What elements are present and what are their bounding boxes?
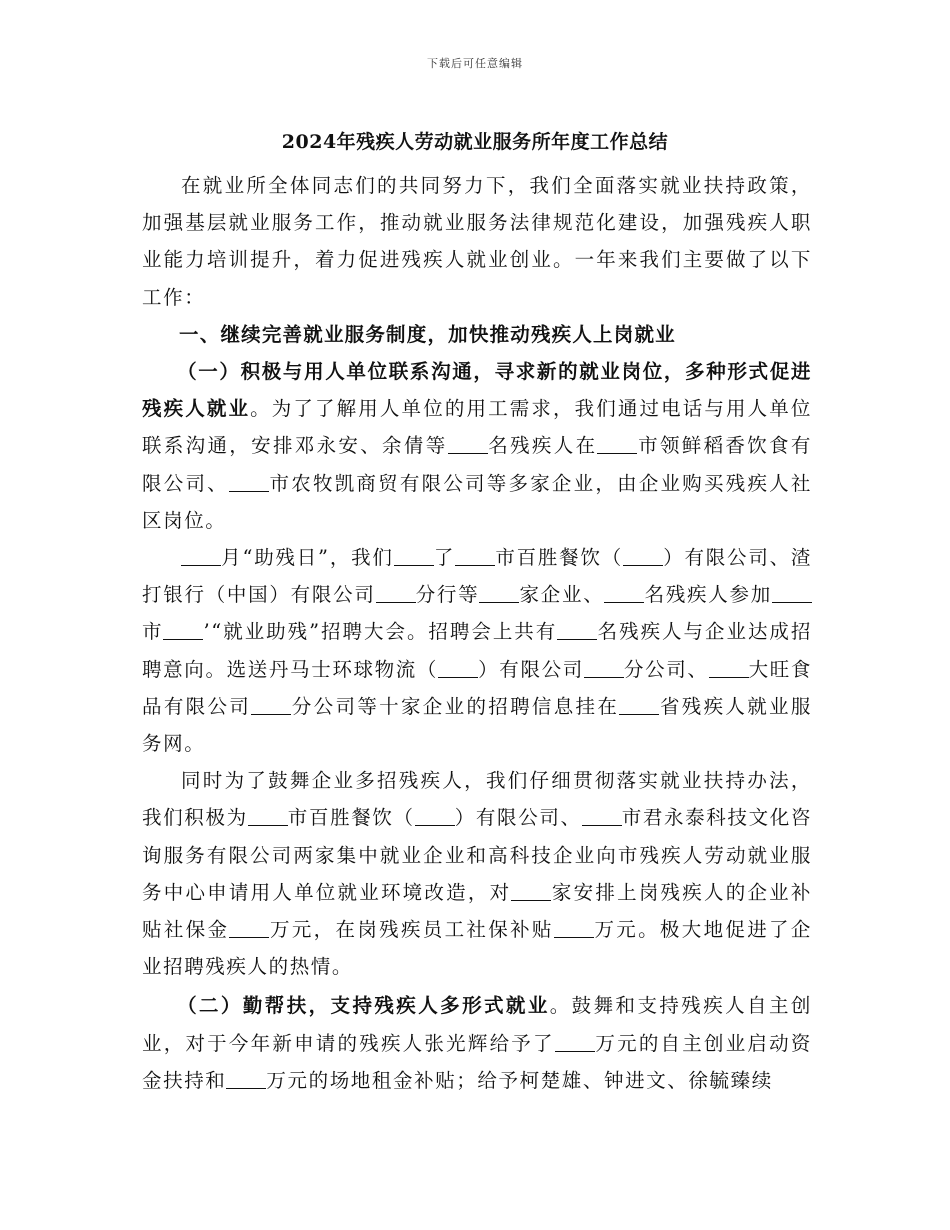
blank-field bbox=[248, 806, 288, 827]
text-run: 月“助残日”，我们 bbox=[221, 546, 394, 570]
blank-field bbox=[181, 546, 221, 567]
text-run: 名残疾人与企业达成招聘意向。选送丹马士环球物流（ bbox=[142, 620, 812, 681]
blank-field bbox=[557, 620, 597, 641]
blank-field bbox=[394, 546, 434, 567]
text-run: 万元。极大地促进了企业招聘残疾人的热情。 bbox=[142, 918, 812, 979]
blank-field bbox=[376, 583, 416, 604]
text-run: 。鼓舞和支持残疾人自主创业，对于今年新申请的残疾人张光辉给予了 bbox=[142, 994, 813, 1055]
blank-field bbox=[709, 657, 749, 678]
subsection-2-paragraph bbox=[142, 987, 812, 1099]
text-run: 分行等 bbox=[415, 583, 480, 607]
text-run: 家企业、 bbox=[519, 583, 605, 607]
text-run: ）有限公司 bbox=[478, 657, 584, 681]
text-run: 省残疾人就业服务网。 bbox=[142, 694, 812, 756]
blank-field bbox=[229, 918, 269, 939]
subsection-1-paragraph bbox=[142, 353, 812, 539]
text-run: 分公司、 bbox=[623, 657, 709, 681]
text-run: 市百胜餐饮（ bbox=[495, 546, 624, 570]
text-run: 万元的自主创业启动资金扶持和 bbox=[142, 1031, 812, 1092]
text-run: ’“就业助残”招聘大会。招聘会上共有 bbox=[203, 620, 558, 644]
text-run: 分公司等十家企业的招聘信息挂在 bbox=[291, 694, 620, 718]
blank-field bbox=[415, 806, 455, 827]
blank-field bbox=[554, 918, 594, 939]
text-run: 。为了了解用人单位的用工需求，我们通过电话与用人单位联系沟通，安排邓永安、余倩等 bbox=[142, 397, 812, 458]
text-run: 名残疾人参加 bbox=[644, 583, 772, 607]
subsection-2-heading: （二）勤帮扶，支持残疾人多形式就业 bbox=[177, 994, 550, 1018]
blank-field bbox=[511, 880, 551, 901]
text-run: 万元，在岗残疾员工社保补贴 bbox=[269, 918, 554, 942]
text-run: 同时为了鼓舞企业多招残疾人，我们仔细贯彻落实就业扶持办法，我们积极为 bbox=[142, 769, 812, 830]
text-run: 市领鲜稻香饮食有限公司、 bbox=[142, 434, 812, 495]
text-run: 市君永泰科技文化咨询服务有限公司两家集中就业企业和高科技企业向市残疾人劳动就业服务中心申请用人单位就业环境改造，对 bbox=[142, 806, 812, 904]
text-run: ）有限公司、渣打银行（中国）有限公司 bbox=[142, 546, 812, 607]
blank-field bbox=[438, 657, 478, 678]
text-run: 大旺食品有限公司 bbox=[142, 657, 812, 718]
text-run: 万元的场地租金补贴；给予柯楚雄、钟进文、徐毓臻续 bbox=[266, 1068, 773, 1092]
blank-field bbox=[455, 546, 495, 567]
section-heading-1: 一、继续完善就业服务制度，加快推动残疾人上岗就业 bbox=[179, 322, 676, 346]
text-run: 市百胜餐饮（ bbox=[287, 806, 415, 830]
blank-field bbox=[597, 434, 637, 455]
blank-field bbox=[619, 694, 659, 715]
text-run: 市 bbox=[142, 620, 164, 644]
paragraph-helping-day bbox=[142, 539, 812, 762]
header-note: 下载后可任意编辑 bbox=[427, 57, 523, 70]
blank-field bbox=[448, 434, 488, 455]
text-run: 名残疾人在 bbox=[487, 434, 598, 458]
blank-field bbox=[163, 620, 203, 641]
blank-field bbox=[772, 583, 812, 604]
blank-field bbox=[226, 1068, 266, 1089]
blank-field bbox=[584, 657, 624, 678]
text-run: 市农牧凯商贸有限公司等多家企业，由企业购买残疾人社区岗位。 bbox=[142, 471, 812, 532]
text-run: 了 bbox=[433, 546, 456, 570]
text-run: ）有限公司、 bbox=[454, 806, 582, 830]
blank-field bbox=[479, 583, 519, 604]
blank-field bbox=[604, 583, 644, 604]
document-title: 2024年残疾人劳动就业服务所年度工作总结 bbox=[281, 131, 669, 153]
document-body bbox=[142, 167, 812, 1099]
blank-field bbox=[555, 1031, 595, 1052]
intro-paragraph: 在就业所全体同志们的共同努力下，我们全面落实就业扶持政策，加强基层就业服务工作，推动就业服务法律规范化建设，加强残疾人职业能力培训提升，着力促进残疾人就业创业。一年来我们主要做了以下工作： bbox=[142, 174, 812, 309]
text-run: 家安排上岗残疾人的企业补贴社保金 bbox=[142, 880, 812, 942]
blank-field bbox=[229, 471, 269, 492]
blank-field bbox=[251, 694, 291, 715]
blank-field bbox=[582, 806, 622, 827]
subsection-1-heading: （一）积极与用人单位联系沟通，寻求新的就业岗位，多种形式促进残疾人就业 bbox=[142, 360, 812, 421]
blank-field bbox=[623, 546, 663, 567]
paragraph-employment-support bbox=[142, 762, 812, 985]
